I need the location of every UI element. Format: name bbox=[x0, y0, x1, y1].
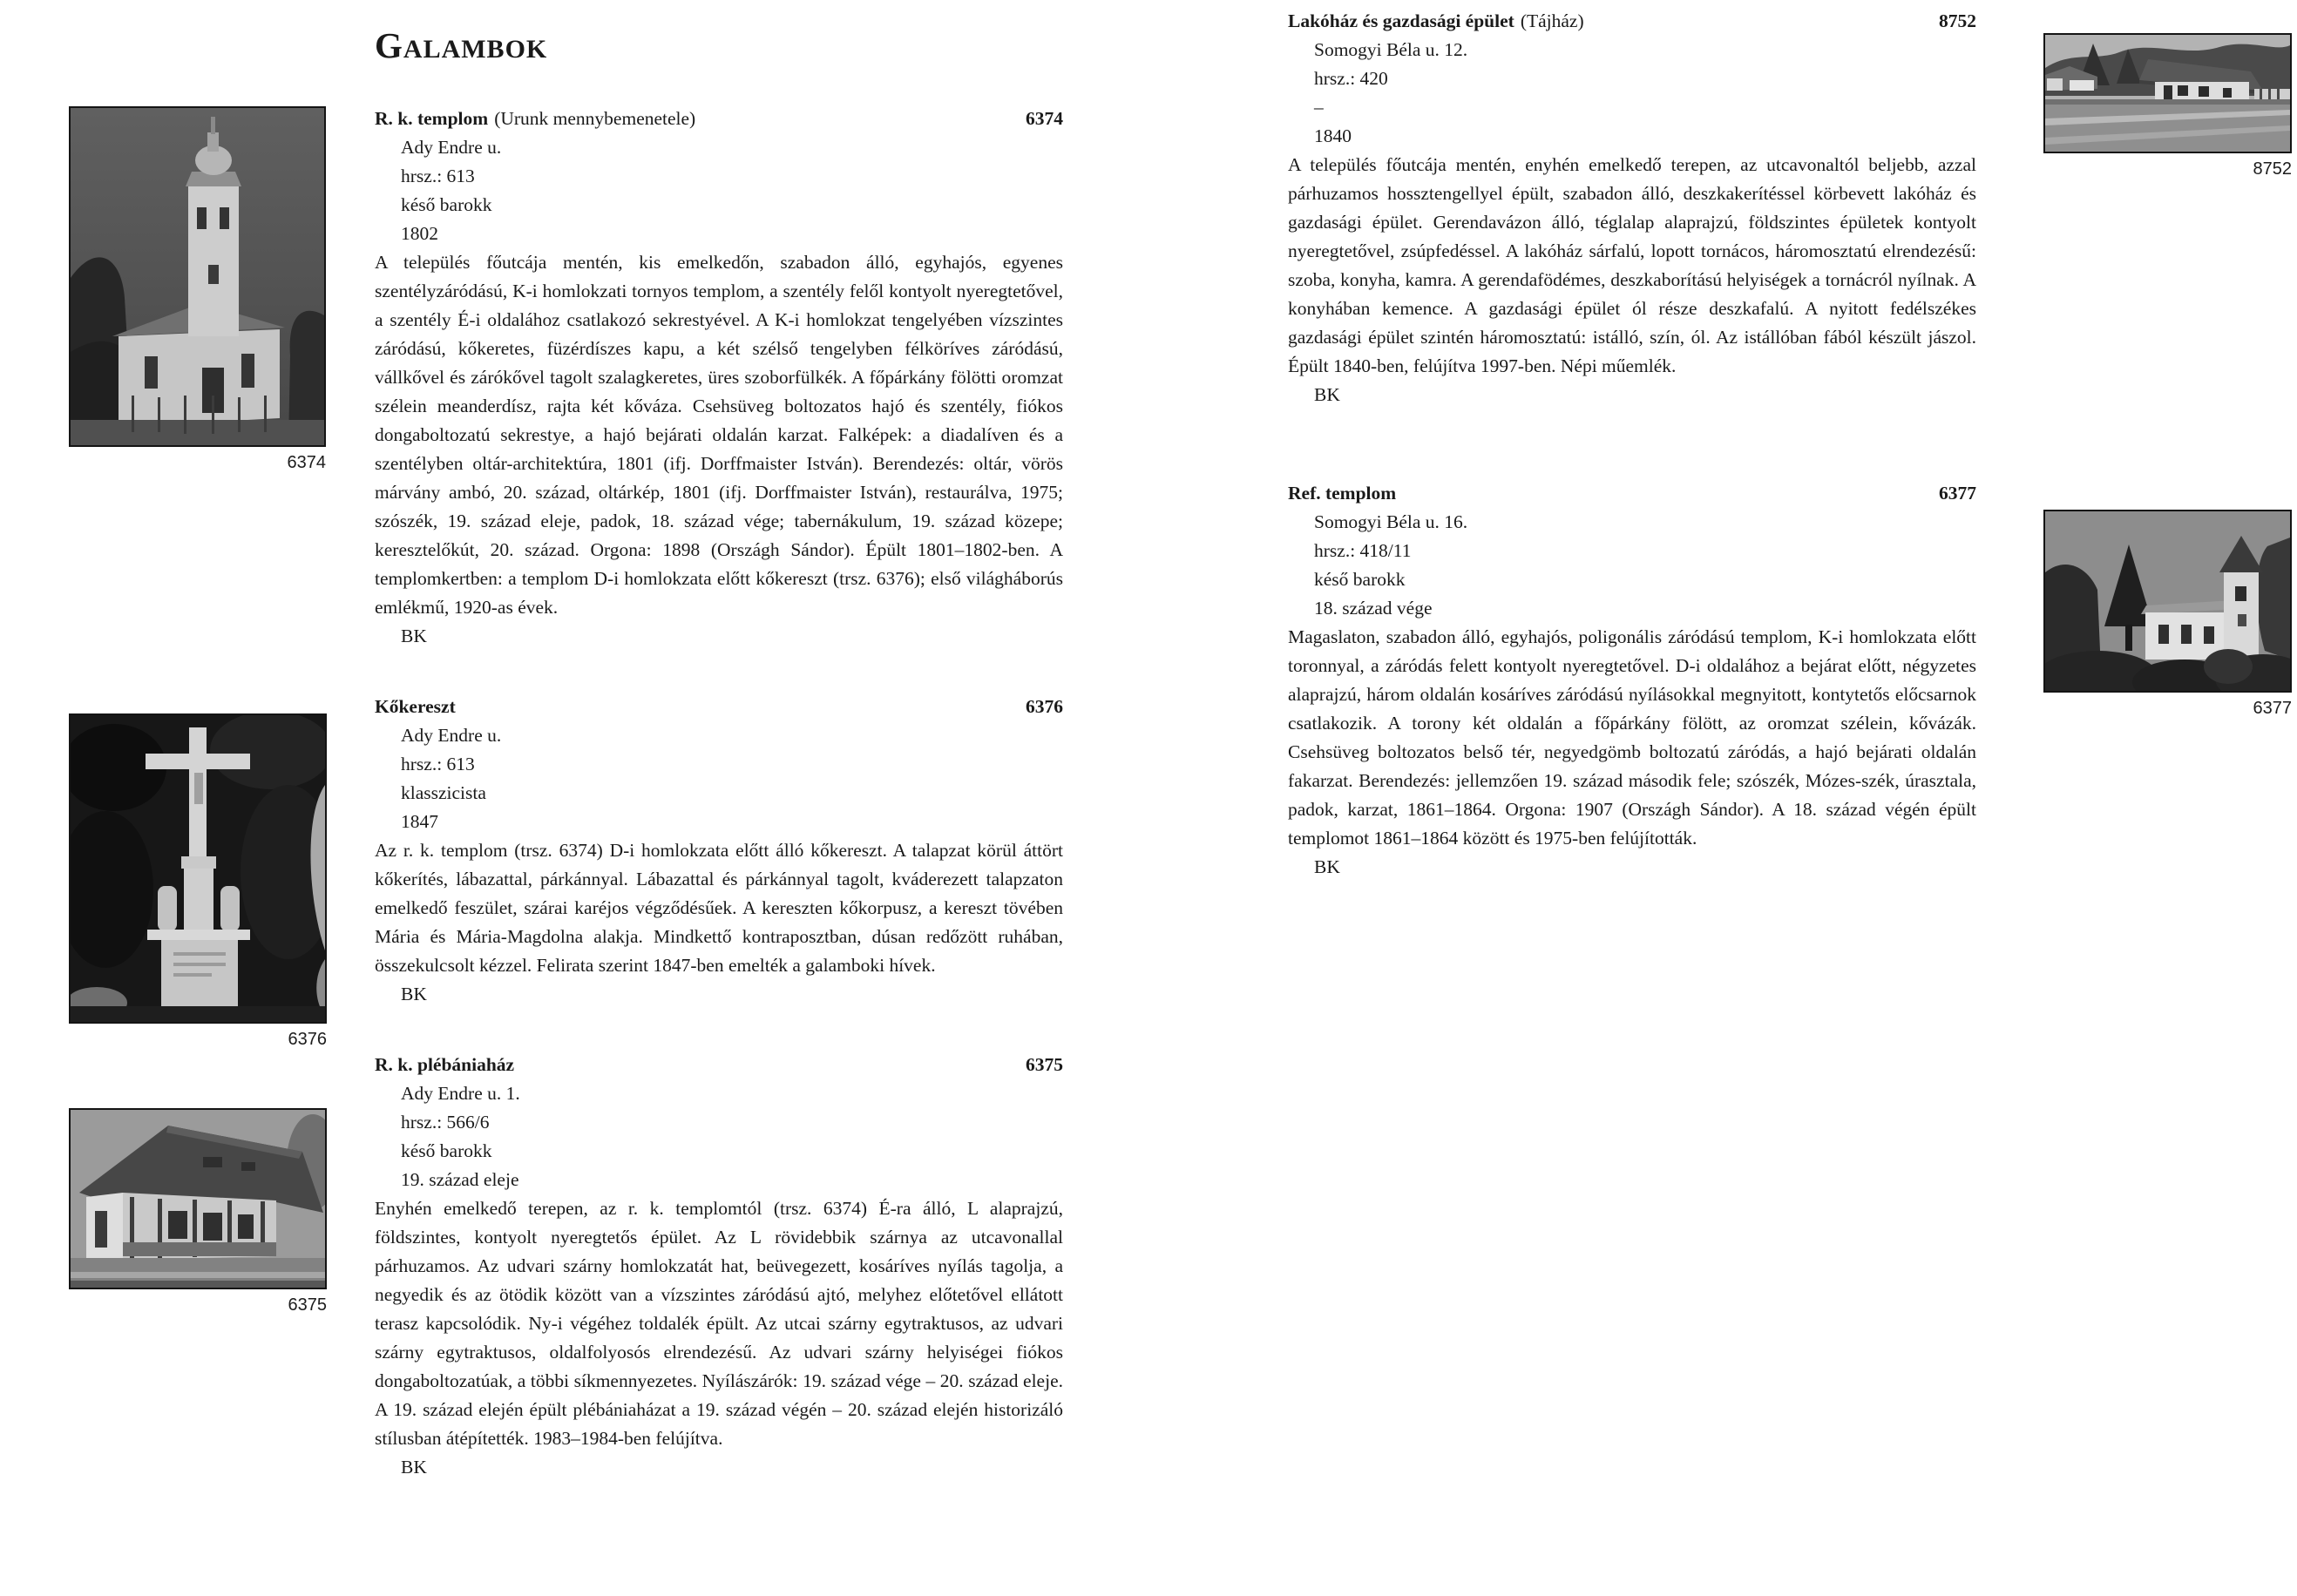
entry-title-parenthetical: (Tájház) bbox=[1520, 10, 1584, 31]
entry-number: 6375 bbox=[1026, 1054, 1063, 1075]
entry-parcel: hrsz.: 613 bbox=[401, 166, 475, 186]
entry-author: BK bbox=[1314, 856, 1340, 877]
entry-date: 18. század vége bbox=[1314, 598, 1433, 619]
farmhouse-photo-8752 bbox=[2043, 33, 2292, 153]
entry-date: 1802 bbox=[401, 223, 438, 244]
parsonage-photo-6375 bbox=[69, 1108, 327, 1289]
photo-caption-6376: 6376 bbox=[288, 1030, 327, 1049]
photo-figure-6374 bbox=[69, 106, 326, 473]
photo-figure-6377 bbox=[2043, 510, 2292, 719]
entry-style: – bbox=[1314, 97, 1324, 118]
entry-address: Ady Endre u. bbox=[401, 137, 502, 158]
entry-title: Kőkereszt bbox=[375, 696, 456, 717]
entry-rk-templom bbox=[375, 105, 1063, 651]
entry-author: BK bbox=[401, 984, 427, 1004]
entry-author: BK bbox=[1314, 384, 1340, 405]
entry-heading bbox=[1288, 479, 1976, 508]
entry-style: késő barokk bbox=[401, 1140, 492, 1161]
left-text-column bbox=[375, 0, 1063, 1482]
entry-heading bbox=[375, 105, 1063, 133]
photo-figure-6375 bbox=[69, 1108, 327, 1315]
entry-title: Lakóház és gazdasági épület bbox=[1288, 10, 1514, 31]
entry-address: Ady Endre u. bbox=[401, 725, 502, 746]
entry-description: A település főutcája mentén, kis emelkedőn, szabadon álló, egyhajós, egyenes szentélyzáródású, K-i homlokzati tornyos templom, a szentély felől kontyolt nyeregtetővel, a szentély É-i oldalához csatlakozó sekrestyével. A K-i homlokzat tengelyében vízszintes záródású, kőkeretes, füzérdíszes kapu, a két szélső tengelyben félköríves záródású, vállkővel és zárókővel tagolt szalagkeretes, üres szoborfülkék. A főpárkány fölötti oromzat szélein meanderdísz, rajta két kőváza. Csehsüveg boltozatos hajó és szentély, fiókos dongaboltozatú sekrestye, a hajó bejárati oldalán karzat. Falképek: a diadalíven és a szentélyben oltár-architektúra, 1801 (ifj. Dorffmaister István). Berendezés: oltár, vörös márvány ambó, 20. század, oltárkép, 1801 (ifj. Dorffmaister István), restaurálva, 1975; szószék, 19. század eleje, padok, 18. század vége; tabernákulum, 19. század közepe; keresztelőkút, 20. század. Orgona: 1898 (Országh Sándor). Épült 1801–1802-ben. A templomkertben: a templom D-i homlokzata előtt kőkereszt (trsz. 6376); első világháborús emlékmű, 1920-as évek. bbox=[375, 252, 1063, 618]
entry-date: 19. század eleje bbox=[401, 1169, 519, 1190]
photo-caption-6375: 6375 bbox=[288, 1295, 327, 1315]
ref-church-illustration bbox=[2045, 511, 2290, 691]
entry-parcel: hrsz.: 566/6 bbox=[401, 1112, 490, 1133]
entry-number: 6377 bbox=[1939, 483, 1976, 504]
church-photo-6374 bbox=[69, 106, 326, 447]
church-photo-illustration bbox=[71, 108, 324, 445]
entry-title: R. k. templom bbox=[375, 108, 489, 129]
entry-heading bbox=[375, 693, 1063, 721]
entry-address: Somogyi Béla u. 16. bbox=[1314, 511, 1468, 532]
entry-address: Somogyi Béla u. 12. bbox=[1314, 39, 1468, 60]
ref-church-photo-6377 bbox=[2043, 510, 2292, 693]
entry-parcel: hrsz.: 418/11 bbox=[1314, 540, 1412, 561]
entry-date: 1847 bbox=[401, 811, 438, 832]
entry-ref-templom bbox=[1288, 479, 1976, 882]
photo-caption-6377: 6377 bbox=[2253, 699, 2292, 718]
photo-figure-8752 bbox=[2043, 33, 2292, 179]
entry-description: Enyhén emelkedő terepen, az r. k. templomtól (trsz. 6374) É-ra álló, L alaprajzú, földszintes, kontyolt nyeregtetős épület. Az L rövidebbik szárnya az utcavonallal párhuzamos. Az udvari szárny homlokzatát hat, beüvegezett, kosáríves nyílás tagolja, a negyedik és az ötödik között van a vízszintes záródású ajtó, melyhez előtetővel ellátott terasz kapcsolódik. Ny-i végéhez toldalék épült. Az utcai szárny egytraktusos, az udvari szárny egytraktusos, oldalfolyosós elrendezésű. Az udvari szárny helyiségei fiókos dongaboltozatúak, a többi síkmennyezetes. Nyílászárók: 19. század vége – 20. század eleje. A 19. század elején épült plébániaházat a 19. század végén – 20. század elején historizáló stílusban átépítették. 1983–1984-ben felújítva. bbox=[375, 1198, 1063, 1449]
entry-style: késő barokk bbox=[1314, 569, 1406, 590]
entry-date: 1840 bbox=[1314, 125, 1352, 146]
entry-description: A település főutcája mentén, enyhén emelkedő terepen, az utcavonaltól beljebb, azzal párhuzamos hossztengellyel épült, szabadon álló, deszkakerítéssel körbevett lakóház és gazdasági épület. Gerendavázon álló, téglalap alaprajzú, földszintes épületek kontyolt nyeregtetővel, zsúpfedéssel. A lakóház sárfalú, lopott tornácos, háromosztatú elrendezésű: szoba, konyha, kamra. A gerendafödémes, deszkaborítású helyiségek a tornácról nyílnak. A konyhában kemence. A gazdasági épület ól része deszkafalú. A nyitott fedélszékes gazdasági épület szintén háromosztatú: istálló, szín, ól. Az istállóban fából készült jászol. Épült 1840-ben, felújítva 1997-ben. Népi műemlék. bbox=[1288, 154, 1976, 376]
entry-title: Ref. templom bbox=[1288, 483, 1397, 504]
entry-number: 6374 bbox=[1026, 108, 1063, 129]
entry-parcel: hrsz.: 420 bbox=[1314, 68, 1388, 89]
entry-parcel: hrsz.: 613 bbox=[401, 754, 475, 774]
stone-cross-photo-6376 bbox=[69, 713, 327, 1024]
entry-description: Magaslaton, szabadon álló, egyhajós, poligonális záródású templom, K-i homlokzata előtt toronnyal, a záródás felett kontyolt nyeregtetővel. D-i oldalához a bejárat előtt, négyzetes alaprajzú, három oldalán kosáríves záródású nyílásokkal megnyitott, kontytetős előcsarnok csatlakozik. A torony két oldalán a főpárkány fölött, az oromzat szélein, kővázák. Csehsüveg boltozatos belső tér, negyedgömb boltozatú záródás, a hajó bejárati oldalán fakarzat. Berendezés: jellemzően 19. század második fele; szószék, Mózes-szék, úrasztala, padok, karzat, 1861–1864. Orgona: 1907 (Országh Sándor). A 18. század végén épült templomot 1861–1864 között és 1975-ben felújították. bbox=[1288, 626, 1976, 849]
entry-title-parenthetical: (Urunk mennybemenetele) bbox=[494, 108, 696, 129]
entry-author: BK bbox=[401, 1457, 427, 1478]
stone-cross-illustration bbox=[71, 715, 325, 1022]
entry-lakohaz-tajhaz bbox=[1288, 7, 1976, 409]
entry-rk-plebaniahaz bbox=[375, 1051, 1063, 1482]
farmhouse-illustration bbox=[2045, 35, 2290, 152]
photo-caption-6374: 6374 bbox=[287, 453, 326, 472]
parsonage-illustration bbox=[71, 1110, 325, 1288]
entry-description: Az r. k. templom (trsz. 6374) D-i homlokzata előtt álló kőkereszt. A talapzat körül áttört kőkerítés, lábazattal, párkánnyal. Lábazattal és párkánnyal tagolt, kváderezett talapzaton emelkedő feszület, szárai karéjos végződésűek. A kereszten kőkorpusz, a kereszt tövében Mária és Mária-Magdolna alakja. Mindkettő kontraposztban, dúsan redőzött ruhában, összekulcsolt kézzel. Felirata szerint 1847-ben emelték a galamboki hívek. bbox=[375, 840, 1063, 976]
photo-figure-6376 bbox=[69, 713, 327, 1050]
entry-style: késő barokk bbox=[401, 194, 492, 215]
entry-heading bbox=[375, 1051, 1063, 1079]
entry-author: BK bbox=[401, 626, 427, 646]
entry-address: Ady Endre u. 1. bbox=[401, 1083, 520, 1104]
entry-heading bbox=[1288, 7, 1976, 36]
entry-number: 8752 bbox=[1939, 10, 1976, 31]
entry-title: R. k. plébániaház bbox=[375, 1054, 515, 1075]
entry-number: 6376 bbox=[1026, 696, 1063, 717]
entry-kokereszt bbox=[375, 693, 1063, 1009]
photo-caption-8752: 8752 bbox=[2253, 159, 2292, 179]
entry-style: klasszicista bbox=[401, 782, 486, 803]
right-text-column bbox=[1288, 0, 1976, 882]
page-title: GALAMBOK bbox=[375, 25, 548, 65]
